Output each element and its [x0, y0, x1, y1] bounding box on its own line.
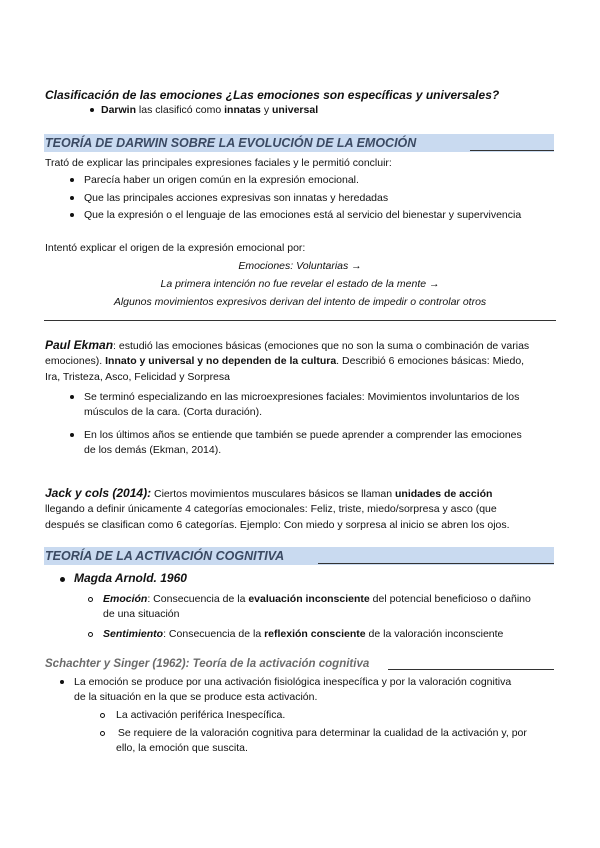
schachter-bullet — [60, 675, 511, 690]
schachter-sub-2 — [100, 726, 527, 741]
ekman-name: Paul Ekman — [45, 338, 114, 352]
emocion-b: evaluación inconsciente — [248, 593, 370, 605]
ekman-bullet-1-line-1: Se terminó especializando en las microexpresiones faciales: Movimientos involuntarios de los — [84, 391, 520, 403]
jack-line-1 — [45, 486, 492, 502]
ekman-line-2a: emociones). — [45, 355, 106, 367]
sub-bullet-circle-icon — [88, 597, 93, 602]
jack-line-3: después se clasifican como 6 categorías. Ejemplo: Con miedo y sorpresa al inicio se abren los ojos. — [45, 519, 510, 531]
arnold-bullet — [60, 571, 187, 587]
arnold-title: Magda Arnold. 1960 — [74, 571, 187, 585]
bullet-dot-icon — [90, 108, 94, 112]
innatas: innatas — [224, 104, 261, 116]
darwin-bullet-1 — [70, 173, 359, 188]
emocion-a: : Consecuencia de la — [147, 593, 249, 605]
schachter-sub-1 — [100, 708, 285, 723]
ekman-bullet-2 — [70, 428, 522, 443]
ekman-line-3: Ira, Tristeza, Asco, Felicidad y Sorpresa — [45, 371, 230, 383]
ekman-bullet-1 — [70, 390, 519, 405]
bullet-dot-icon — [70, 178, 74, 182]
jack-name: Jack y cols (2014): — [45, 486, 152, 500]
darwin-name: Darwin — [101, 104, 137, 116]
ekman-bullet-2-line-1: En los últimos años se entiende que también se puede aprender a comprender las emociones — [84, 429, 522, 441]
bullet-dot-icon — [70, 213, 74, 217]
cognitive-heading-underline — [318, 563, 554, 564]
darwin-intro: Trató de explicar las principales expresiones faciales y le permitió concluir: — [45, 157, 392, 169]
emocion-label: Emoción — [103, 593, 148, 605]
bullet-dot-icon — [60, 680, 64, 684]
intro-bullet — [90, 103, 318, 118]
schachter-bullet-line-1: La emoción se produce por una activación fisiológica inespecífica y por la valoración cognitiva — [74, 676, 512, 688]
schachter-underline — [388, 669, 554, 670]
sentimiento-label: Sentimiento — [103, 628, 164, 640]
sub-bullet-circle-icon — [88, 632, 93, 637]
jack-line-1a: Ciertos movimientos musculares básicos se llaman — [151, 488, 395, 500]
bullet-dot-icon — [70, 196, 74, 200]
separator-line — [44, 320, 556, 321]
bullet-dot-icon — [70, 433, 74, 437]
ekman-line-1-text: : estudió las emociones básicas (emociones que no son la suma o combinación de varias — [113, 340, 530, 352]
darwin-bullet-3 — [70, 208, 521, 223]
bullet-dot-icon — [70, 395, 74, 399]
emocion-cont: de una situación — [103, 608, 180, 620]
universal: universal — [272, 104, 319, 116]
origin-line-1: Emociones: Voluntarias → — [238, 260, 362, 272]
ekman-bullet-2-cont: de los demás (Ekman, 2014). — [84, 444, 222, 456]
emocion-line — [88, 592, 531, 607]
darwin-bullet-3-text: Que la expresión o el lenguaje de las emociones está al servicio del bienestar y supervivencia — [84, 209, 522, 221]
origin-line-3: Algunos movimientos expresivos derivan del intento de impedir o controlar otros — [113, 296, 487, 308]
darwin-bullet-1-text: Parecía haber un origen común en la expresión emocional. — [84, 174, 359, 186]
schachter-sub-1-text: La activación periférica Inespecífica. — [116, 709, 286, 721]
sentimiento-c: de la valoración inconsciente — [365, 628, 504, 640]
darwin-heading-underline — [470, 150, 554, 151]
ekman-line-1 — [45, 338, 529, 354]
ekman-line-2b: Innato y universal y no dependen de la cultura — [105, 355, 337, 367]
schachter-sub-2-line-1: Se requiere de la valoración cognitiva para determinar la cualidad de la activación y, por — [115, 727, 527, 739]
jack-line-1b: unidades de acción — [395, 488, 493, 500]
ekman-bullet-1-cont: músculos de la cara. (Corta duración). — [84, 406, 262, 418]
darwin-text: las clasificó como — [136, 104, 225, 116]
ekman-line-2c: . Describió 6 emociones básicas: Miedo, — [336, 355, 525, 367]
cognitive-section-title: TEORÍA DE LA ACTIVACIÓN COGNITIVA — [45, 549, 285, 563]
sub-bullet-circle-icon — [100, 731, 105, 736]
schachter-sub-2-cont: ello, la emoción que suscita. — [116, 742, 248, 754]
conj-y: y — [260, 104, 272, 116]
darwin-section-title: TEORÍA DE DARWIN SOBRE LA EVOLUCIÓN DE LA EMOCIÓN — [45, 136, 417, 150]
origin-line-2: La primera intención no fue revelar el estado de la mente → — [160, 278, 440, 290]
emocion-c: del potencial beneficioso o dañino — [369, 593, 531, 605]
sentimiento-b: reflexión consciente — [264, 628, 366, 640]
sub-bullet-circle-icon — [100, 713, 105, 718]
sentimiento-a: : Consecuencia de la — [163, 628, 265, 640]
jack-line-2: llegando a definir únicamente 4 categorías emocionales: Feliz, triste, miedo/sorpresa y asco (que — [45, 503, 497, 515]
darwin-bullet-2 — [70, 191, 388, 206]
ekman-line-2 — [45, 354, 524, 369]
sentimiento-line — [88, 627, 503, 642]
schachter-bullet-cont: de la situación en la que se produce esta activación. — [74, 691, 318, 703]
bullet-dot-icon — [60, 577, 65, 582]
intro-question: Clasificación de las emociones ¿Las emociones son específicas y universales? — [45, 88, 500, 102]
schachter-title: Schachter y Singer (1962): Teoría de la activación cognitiva — [45, 658, 370, 670]
darwin-origin-intro: Intentó explicar el origen de la expresión emocional por: — [45, 242, 306, 254]
darwin-bullet-2-text: Que las principales acciones expresivas son innatas y heredadas — [84, 192, 389, 204]
